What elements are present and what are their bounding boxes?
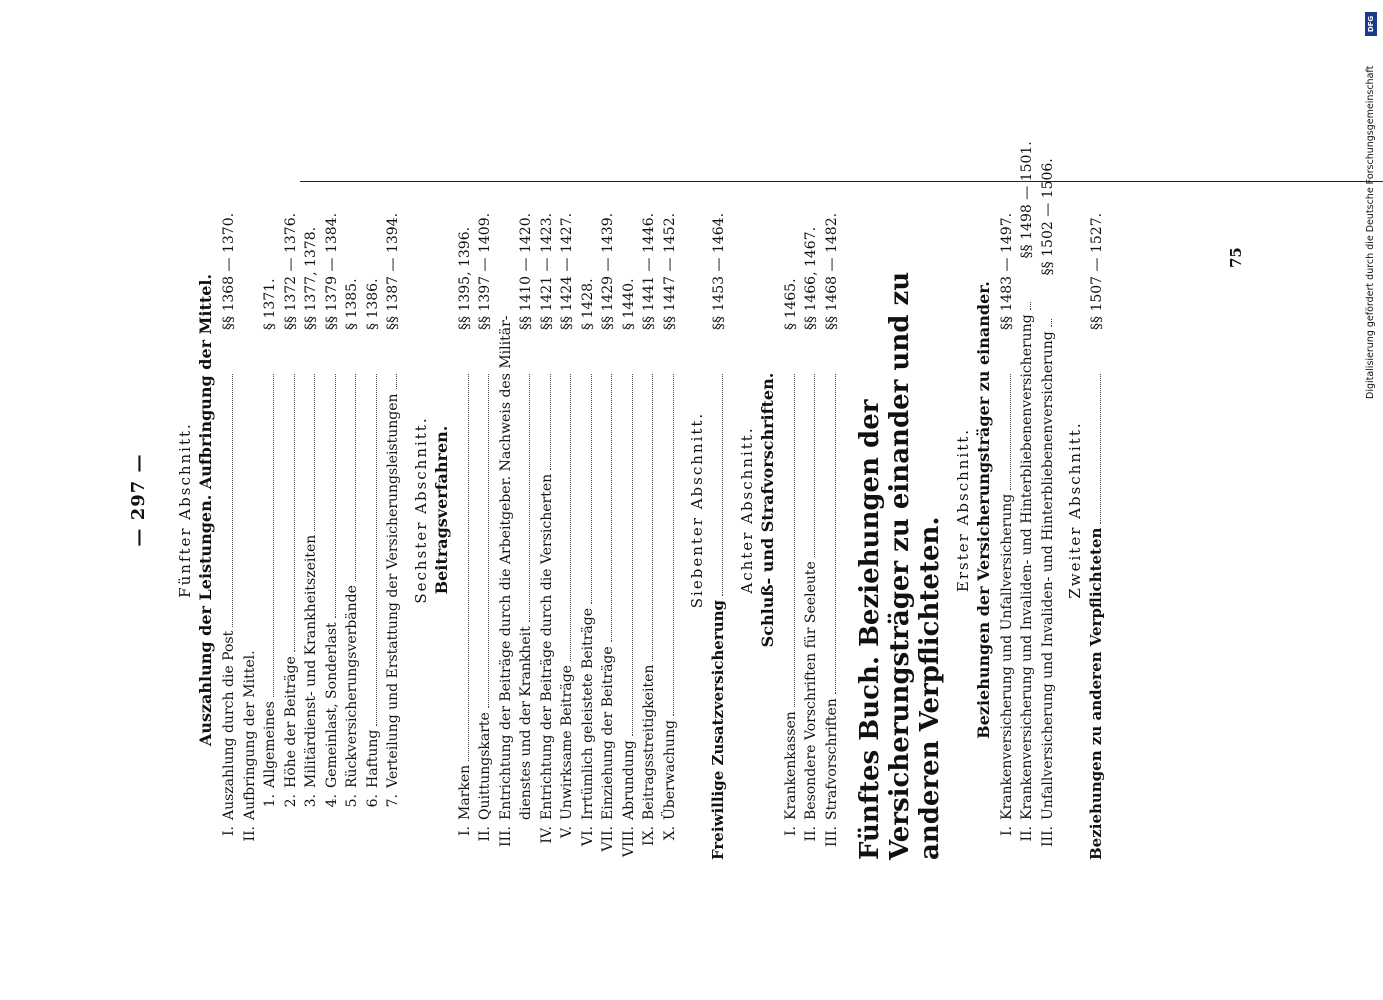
entry-label: Aufbringung der Mittel. <box>241 650 258 820</box>
book-title: Fünftes Buch. Beziehungen der Versicherungsträger zu einander und zu anderen Verpflichteten. <box>855 271 945 860</box>
entry-label: Unfallversicherung und Invaliden- und Hinterbliebenenversicherung <box>1039 331 1056 820</box>
leader-dots <box>529 374 530 622</box>
toc-row <box>537 160 558 860</box>
paragraph-reference: §§ 1502 — 1506. <box>1039 158 1056 276</box>
paragraph-reference: §§ 1466, 1467. <box>803 226 819 330</box>
paragraph-reference: §§ 1372 — 1376. <box>282 212 299 330</box>
entry-label: Auszahlung durch die Post <box>221 630 237 820</box>
entry-number: II. <box>803 826 819 842</box>
entry-label: dienstes und der Krankheit <box>518 626 534 820</box>
leader-dots <box>1030 302 1031 310</box>
entry-number: I. <box>998 826 1015 836</box>
toc-row <box>660 160 681 860</box>
leader-dots <box>232 374 233 627</box>
credit-text: Digitalisierung gefördert durch die Deutsche Forschungsgemeinschaft <box>1365 65 1376 399</box>
entry-label: Besondere Vorschriften für Seeleute <box>803 561 819 820</box>
leader-dots <box>1010 374 1011 490</box>
toc-row <box>822 160 843 860</box>
paragraph-reference: §§ 1453 — 1464. <box>711 212 727 330</box>
leader-dots <box>314 374 315 531</box>
section-title: Beitragsverfahren. <box>431 425 451 595</box>
entry-number: 3. <box>303 794 319 808</box>
entry-label: Krankenkassen <box>782 711 799 820</box>
leader-dots <box>570 374 571 661</box>
toc-row <box>619 160 640 860</box>
entry-number: I. <box>782 826 799 836</box>
toc-row <box>516 160 537 860</box>
leader-dots <box>835 374 836 694</box>
paragraph-reference: §§ 1483 — 1497. <box>998 212 1015 330</box>
paragraph-reference: § 1371. <box>262 278 278 330</box>
toc-row <box>1017 141 1038 860</box>
toc-row <box>557 160 578 860</box>
leader-dots <box>550 374 551 470</box>
entry-label: Irrtümlich geleistete Beiträge <box>579 607 596 820</box>
section-heading: Fünfter Abschnitt. <box>176 422 194 598</box>
leader-dots <box>814 374 815 557</box>
entry-number: II. <box>241 826 258 842</box>
leader-dots <box>673 374 674 716</box>
paragraph-reference: §§ 1387 — 1394. <box>385 212 401 330</box>
section-title-row <box>708 160 730 860</box>
paragraph-reference: §§ 1429 — 1439. <box>600 212 616 330</box>
toc-row <box>781 160 802 860</box>
entry-number: IV. <box>538 826 555 844</box>
toc-row <box>801 160 822 860</box>
leader-dots <box>273 374 274 697</box>
digitization-credit <box>1365 4 1377 994</box>
entry-number: VI. <box>579 826 596 847</box>
toc-row <box>383 160 404 860</box>
toc-row <box>342 160 363 860</box>
leader-dots <box>396 374 397 389</box>
leader-dots <box>652 374 653 661</box>
entry-label: Entrichtung der Beiträge durch die Versicherten <box>538 473 555 820</box>
section-title-row <box>1086 160 1108 860</box>
entry-label: Einziehung der Beiträge <box>600 646 616 820</box>
leader-dots <box>294 374 295 652</box>
paragraph-reference: § 1386. <box>364 278 381 330</box>
section-title: Freiwillige Zusatzversicherung <box>709 599 727 860</box>
entry-label: Rückversicherungsverbände <box>344 585 360 788</box>
entry-label: Abrundung <box>620 740 637 820</box>
section-block <box>176 160 404 860</box>
toc-row <box>260 160 281 860</box>
section-title: Schluß- und Strafvorschriften. <box>757 372 777 648</box>
toc-row <box>219 160 240 860</box>
leader-dots <box>1100 374 1101 524</box>
paragraph-reference: §§ 1424 — 1427. <box>559 212 575 330</box>
section-heading: Sechster Abschnitt. <box>411 416 430 604</box>
section-heading: Siebenter Abschnitt. <box>688 411 706 609</box>
entry-number: VII. <box>600 826 616 852</box>
entry-label: Allgemeines <box>262 701 278 788</box>
paragraph-reference: §§ 1377, 1378. <box>303 226 319 330</box>
leader-dots <box>335 374 336 618</box>
paragraph-reference: § 1440. <box>620 278 637 330</box>
toc-row <box>1038 160 1059 860</box>
entry-number: V. <box>559 826 575 839</box>
section-block <box>688 160 730 860</box>
entry-number: I. <box>221 826 237 836</box>
section-block <box>412 160 681 860</box>
entry-number: 4. <box>323 794 340 808</box>
book-block <box>856 160 946 860</box>
entry-number: 5. <box>344 794 360 808</box>
leader-dots <box>488 374 489 708</box>
entry-label: Krankenversicherung und Invaliden- und Hinterbliebenenversicherung <box>1019 314 1036 820</box>
entry-label: Beitragsstreitigkeiten <box>641 664 657 820</box>
entry-number: III. <box>497 826 514 848</box>
entry-label: Militärdienst- und Krankheitszeiten <box>303 534 319 788</box>
page-number-top: — 297 — <box>128 453 149 547</box>
entry-label: Gemeinlast, Sonderlast <box>323 622 340 788</box>
section-title: Beziehungen der Versicherungsträger zu einander. <box>973 281 993 739</box>
leader-dots <box>591 374 592 604</box>
section-block <box>738 160 843 860</box>
paragraph-reference: §§ 1368 — 1370. <box>221 212 237 330</box>
paragraph-reference: §§ 1421 — 1423. <box>538 212 555 330</box>
toc-row <box>598 160 619 860</box>
section-heading: Achter Abschnitt. <box>737 426 756 594</box>
entry-label: Krankenversicherung und Unfallversicherung <box>998 493 1015 820</box>
entry-number: 1. <box>262 794 278 808</box>
entry-number: I. <box>456 826 473 836</box>
entry-number: III. <box>1039 826 1056 848</box>
leader-dots <box>1051 319 1052 327</box>
dfg-logo <box>1365 12 1377 36</box>
toc-row <box>281 160 302 860</box>
entry-number: X. <box>661 826 678 841</box>
paragraph-reference: §§ 1395, 1396. <box>456 226 473 330</box>
toc-row <box>240 160 261 860</box>
toc-row <box>322 160 343 860</box>
toc-row <box>455 160 476 860</box>
paragraph-reference: §§ 1397 — 1409. <box>477 212 493 330</box>
paragraph-reference: §§ 1507 — 1527. <box>1089 212 1106 330</box>
toc-row <box>475 160 496 860</box>
paragraph-reference: § 1385. <box>344 278 360 330</box>
entry-label: Unwirksame Beiträge <box>559 665 575 820</box>
paragraph-reference: §§ 1441 — 1446. <box>641 212 657 330</box>
entry-number: 6. <box>364 794 381 808</box>
paragraph-reference: §§ 1447 — 1452. <box>661 212 678 330</box>
leader-dots <box>355 374 356 581</box>
section-block <box>1066 160 1108 860</box>
paragraph-reference: §§ 1379 — 1384. <box>323 212 340 330</box>
toc-row <box>301 160 322 860</box>
entry-label: Überwachung <box>661 720 678 820</box>
leader-dots <box>794 374 795 707</box>
entry-number: IX. <box>641 826 657 846</box>
leader-dots <box>722 374 723 596</box>
entry-label: Marken <box>456 764 473 820</box>
leader-dots <box>468 374 469 761</box>
section-heading: Erster Abschnitt. <box>953 427 972 593</box>
paragraph-reference: § 1428. <box>579 278 596 330</box>
entry-label: Höhe der Beiträge <box>282 656 299 788</box>
entry-number: 2. <box>282 794 299 808</box>
paragraph-reference: §§ 1468 — 1482. <box>823 212 840 330</box>
entry-label: Quittungskarte <box>477 712 493 820</box>
paragraph-reference: §§ 1410 — 1420. <box>518 212 534 330</box>
toc-row <box>496 160 517 860</box>
entry-number: II. <box>477 826 493 842</box>
entry-label: Haftung <box>364 729 381 788</box>
leader-dots <box>632 374 633 736</box>
entry-number: 7. <box>385 794 401 808</box>
dfg-logo-text: DFG <box>1367 15 1375 33</box>
section-title: Beziehungen zu anderen Verpflichteten <box>1087 527 1106 860</box>
toc-row <box>363 160 384 860</box>
entry-label: Strafvorschriften <box>823 698 840 820</box>
entry-number: II. <box>1019 826 1036 842</box>
paragraph-reference: §§ 1498 — 1501. <box>1019 141 1036 259</box>
leader-dots <box>611 374 612 642</box>
section-title: Auszahlung der Leistungen. Aufbringung der Mittel. <box>196 273 215 747</box>
entry-number: VIII. <box>620 826 637 858</box>
entry-label: Entrichtung der Beiträge durch die Arbeitgeber. Nachweis des Militär- <box>497 315 514 820</box>
section-heading: Zweiter Abschnitt. <box>1066 421 1085 599</box>
toc-row <box>578 160 599 860</box>
entry-label: Verteilung und Erstattung der Versicherungsleistungen <box>385 393 401 788</box>
page-number-bottom: 75 <box>1227 247 1245 268</box>
leader-dots <box>376 374 377 726</box>
table-of-contents <box>168 141 1108 860</box>
toc-row <box>639 160 660 860</box>
section-block <box>953 141 1059 860</box>
paragraph-reference: § 1465. <box>782 278 799 330</box>
toc-row <box>997 160 1018 860</box>
entry-number: III. <box>823 826 840 848</box>
